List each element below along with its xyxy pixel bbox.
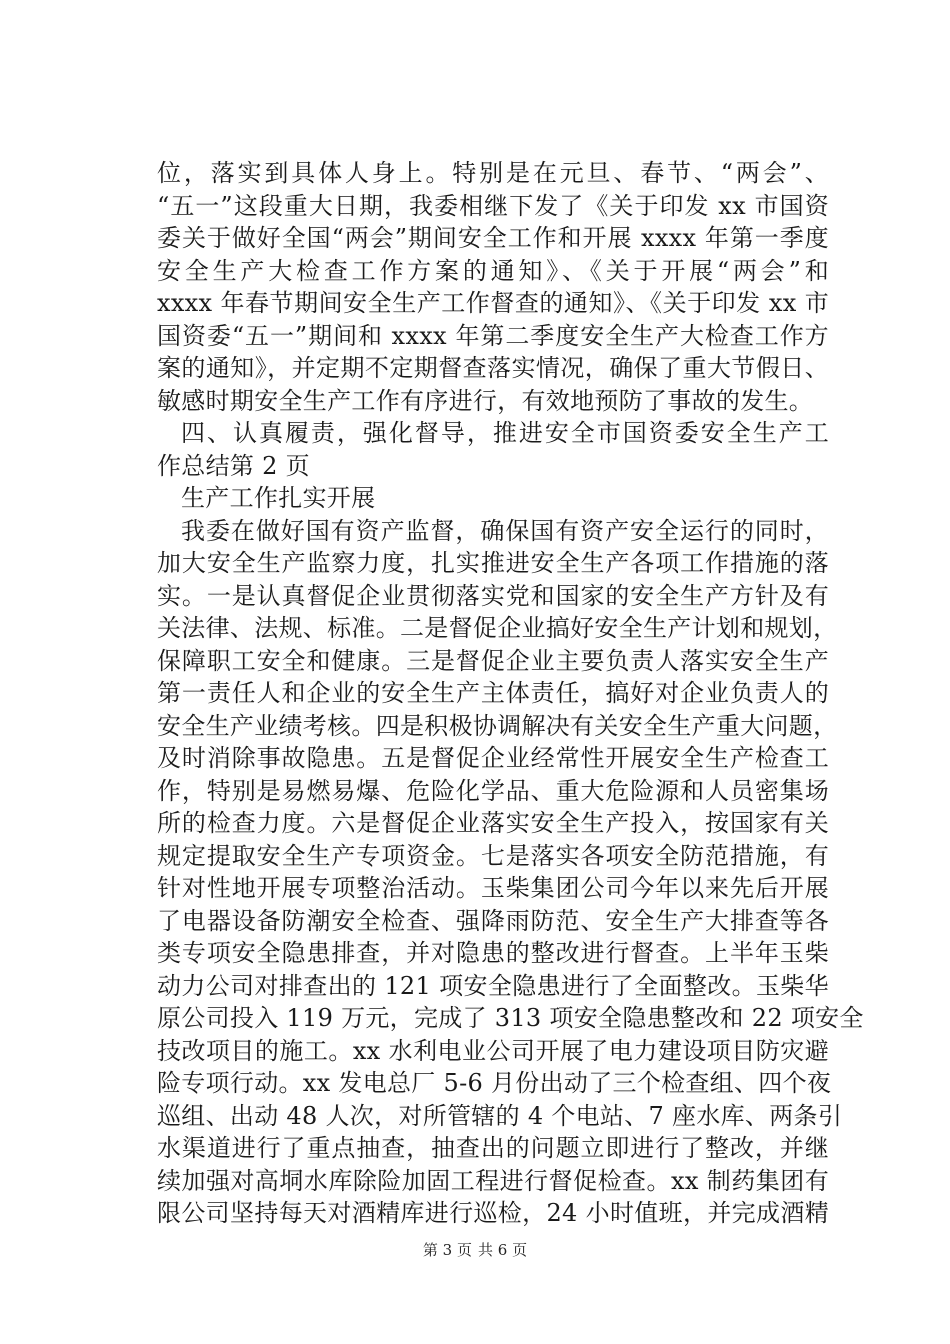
text-line: 规定提取安全生产专项资金。七是落实各项安全防范措施，有 — [157, 841, 829, 870]
text-line: 了电器设备防潮安全检查、强降雨防范、安全生产大排查等各 — [157, 906, 829, 935]
text-line: 实。一是认真督促企业贯彻落实党和国家的安全生产方针及有 — [157, 581, 829, 610]
page-number-current: 第 3 页 — [422, 1241, 472, 1259]
text-line: 及时消除事故隐患。五是督促企业经常性开展安全生产检查工 — [157, 744, 829, 772]
text-line: 险专项行动。xx 发电总厂 5-6 月份出动了三个检查组、四个夜 — [157, 1069, 832, 1097]
text-line: 动力公司对排查出的 121 项安全隐患进行了全面整改。玉柴华 — [157, 971, 829, 1000]
text-line: 原公司投入 119 万元，完成了 313 项安全隐患整改和 22 项安全 — [157, 1004, 864, 1032]
text-line: 限公司坚持每天对酒精库进行巡检，24 小时值班，并完成酒精 — [157, 1199, 829, 1227]
page-footer — [0, 1240, 950, 1260]
text-line: 作，特别是易燃易爆、危险化学品、重大危险源和人员密集场 — [157, 776, 829, 805]
text-line: 针对性地开展专项整治活动。玉柴集团公司今年以来先后开展 — [157, 874, 829, 902]
text-line: 类专项安全隐患排查，并对隐患的整改进行督查。上半年玉柴 — [157, 939, 829, 967]
text-line: 保障职工安全和健康。三是督促企业主要负责人落实安全生产 — [157, 646, 829, 675]
page-number-total: 共 6 页 — [478, 1241, 528, 1259]
text-line: 我委在做好国有资产监督，确保国有资产安全运行的同时， — [181, 516, 829, 545]
text-line: 作总结第 2 页 — [157, 451, 310, 480]
document-body — [157, 157, 864, 1230]
text-line: 委关于做好全国“两会”期间安全工作和开展 xxxx 年第一季度 — [157, 224, 829, 252]
text-line: 巡组、出动 48 人次，对所管辖的 4 个电站、7 座水库、两条引 — [157, 1101, 843, 1130]
text-line: 敏感时期安全生产工作有序进行，有效地预防了事故的发生。 — [157, 386, 814, 415]
text-line: 第一责任人和企业的安全生产主体责任，搞好对企业负责人的 — [157, 679, 829, 707]
text-line: 所的检查力度。六是督促企业落实安全生产投入，按国家有关 — [157, 809, 829, 837]
text-line: 生产工作扎实开展 — [181, 484, 376, 512]
text-line: 关法律、法规、标准。二是督促企业搞好安全生产计划和规划， — [157, 614, 838, 642]
text-line: 安全生产大检查工作方案的通知》、《关于开展“两会”和 — [157, 256, 829, 285]
text-line: xxxx 年春节期间安全生产工作督查的通知》、《关于印发 xx 市 — [157, 289, 829, 317]
text-line: 案的通知》，并定期不定期督查落实情况，确保了重大节假日、 — [157, 354, 829, 382]
text-line: 技改项目的施工。xx 水利电业公司开展了电力建设项目防灾避 — [157, 1036, 829, 1065]
text-line: 水渠道进行了重点抽查，抽查出的问题立即进行了整改，并继 — [157, 1134, 829, 1162]
text-line: 续加强对高垌水库除险加固工程进行督促检查。xx 制药集团有 — [157, 1166, 829, 1195]
text-line: 四、认真履责，强化督导，推进安全市国资委安全生产工 — [181, 419, 829, 447]
text-line: 国资委“五一”期间和 xxxx 年第二季度安全生产大检查工作方 — [157, 321, 829, 350]
text-line: 安全生产业绩考核。四是积极协调解决有关安全生产重大问题， — [157, 711, 838, 740]
text-line: 位，落实到具体人身上。特别是在元旦、春节、“两会”、 — [157, 159, 829, 187]
text-line: “五一”这段重大日期，我委相继下发了《关于印发 xx 市国资 — [157, 191, 829, 220]
text-line: 加大安全生产监察力度，扎实推进安全生产各项工作措施的落 — [157, 549, 829, 577]
